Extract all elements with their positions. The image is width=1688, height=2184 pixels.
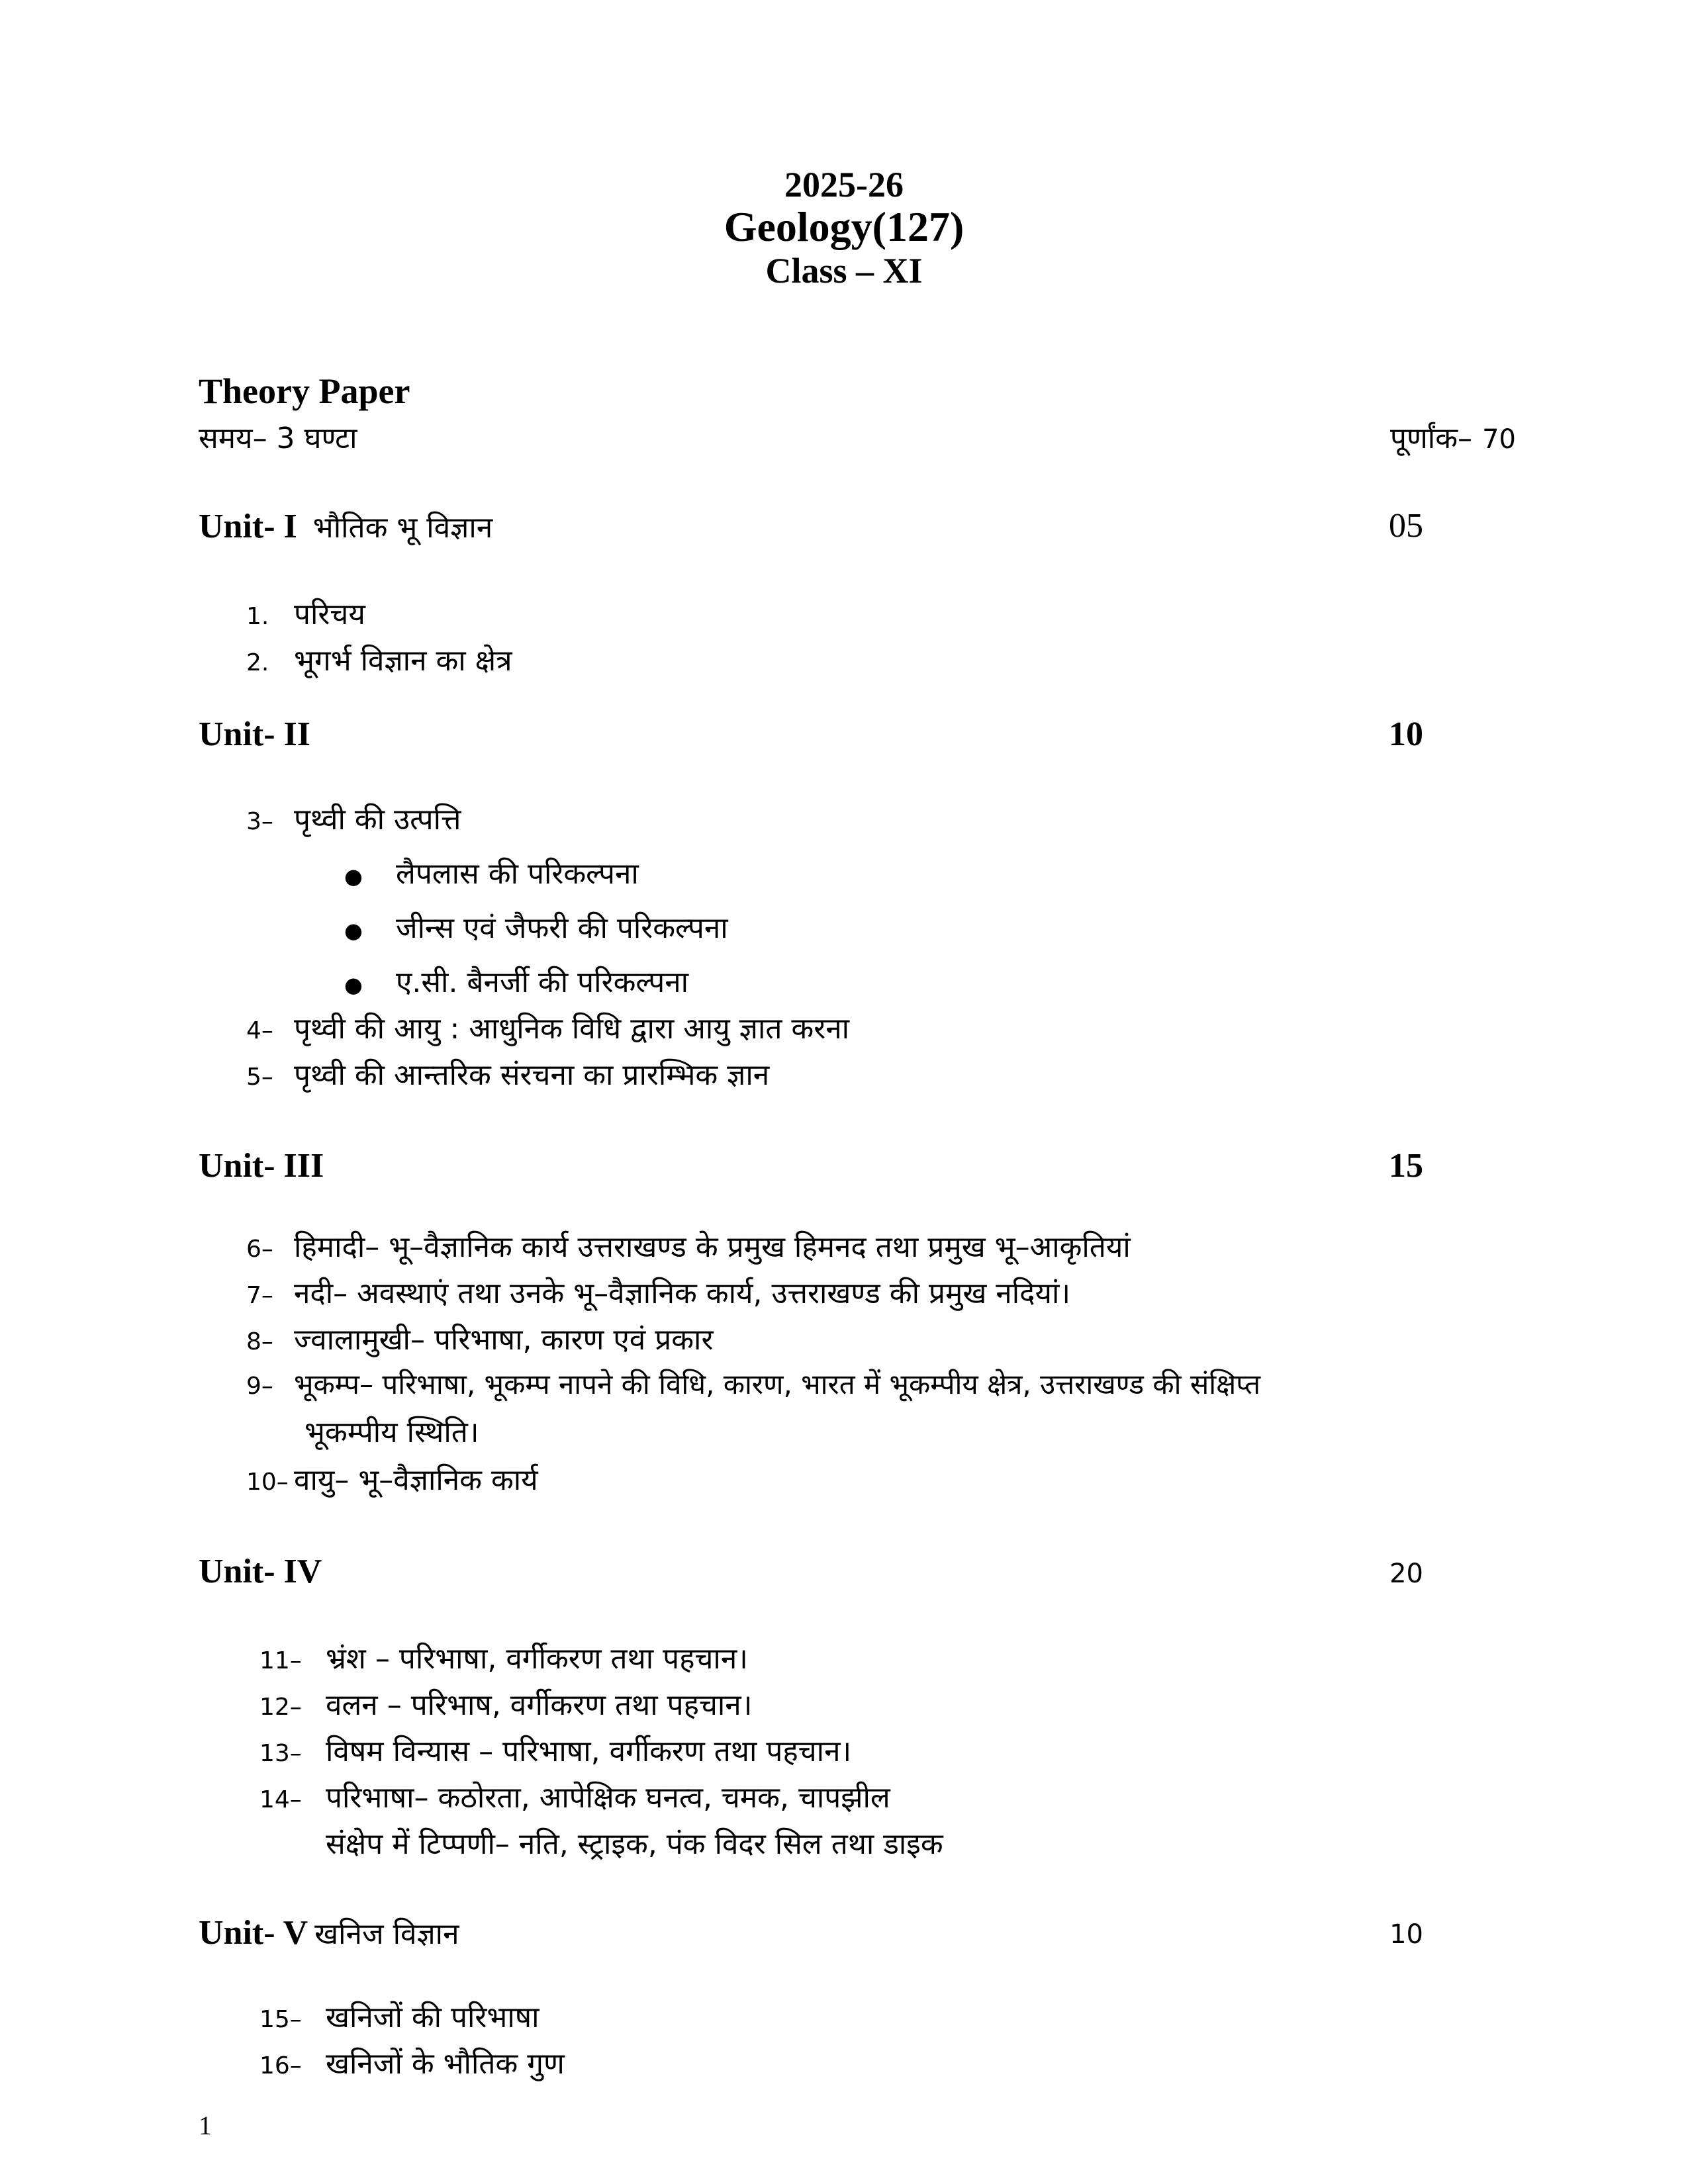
list-item bbox=[259, 1776, 890, 1816]
unit-title: Unit- V bbox=[199, 1914, 308, 1952]
item-text: खनिजों की परिभाषा bbox=[326, 2001, 539, 2034]
paper-title: Theory Paper bbox=[199, 371, 410, 411]
unit-heading bbox=[199, 715, 310, 754]
unit-marks: 15 bbox=[1389, 1147, 1423, 1185]
bullet-text: ए.सी. बैनर्जी की परिकल्पना bbox=[396, 966, 689, 999]
item-text: भ्रंश – परिभाषा, वर्गीकरण तथा पहचान। bbox=[326, 1642, 748, 1676]
item-number: 12– bbox=[259, 1694, 302, 1721]
list-item bbox=[246, 1226, 1131, 1265]
bullet-icon: ● bbox=[344, 918, 363, 943]
item-number: 6– bbox=[246, 1236, 273, 1263]
bullet-icon: ● bbox=[344, 864, 363, 889]
item-number: 15– bbox=[259, 2006, 302, 2033]
item-number: 11– bbox=[259, 1647, 302, 1674]
item-text: ज्वालामुखी– परिभाषा, कारण एवं प्रकार bbox=[294, 1323, 714, 1357]
item-text: पृथ्वी की आयु : आधुनिक विधि द्वारा आयु ज्ञात करना bbox=[294, 1012, 850, 1046]
item-number: 3– bbox=[246, 808, 273, 835]
unit-subtitle: खनिज विज्ञान bbox=[314, 1917, 459, 1951]
unit-heading bbox=[199, 1913, 459, 1952]
unit-heading bbox=[199, 506, 492, 546]
bullet-text: लैपलास की परिकल्पना bbox=[396, 857, 639, 891]
item-text: भूगर्भ विज्ञान का क्षेत्र bbox=[294, 644, 512, 678]
item-number: 10– bbox=[246, 1469, 289, 1496]
unit-heading bbox=[199, 1146, 324, 1185]
bullet-item bbox=[344, 852, 639, 892]
class-label: Class – XI bbox=[765, 251, 923, 291]
list-item bbox=[259, 1996, 539, 2036]
list-item bbox=[259, 1684, 752, 1723]
item-number: 16– bbox=[259, 2052, 302, 2079]
bullet-text: जीन्स एवं जैफरी की परिकल्पना bbox=[396, 911, 728, 945]
unit-title: Unit- I bbox=[199, 508, 297, 545]
unit-title: Unit- III bbox=[199, 1147, 324, 1185]
unit-subtitle: भौतिक भू विज्ञान bbox=[312, 511, 493, 545]
max-marks-label: पूर्णांक– bbox=[1390, 422, 1472, 455]
list-item bbox=[246, 593, 365, 633]
max-marks bbox=[1390, 417, 1516, 457]
item-text: परिभाषा– कठोरता, आपेक्षिक घनत्व, चमक, चापझील bbox=[326, 1781, 890, 1815]
list-item bbox=[259, 1637, 748, 1677]
item-text: विषम विन्यास – परिभाषा, वर्गीकरण तथा पहचान। bbox=[326, 1735, 852, 1768]
item-text-continued: भूकम्पीय स्थिति। bbox=[305, 1416, 479, 1449]
item-number: 13– bbox=[259, 1740, 302, 1767]
unit-title: Unit- IV bbox=[199, 1553, 322, 1590]
list-item bbox=[246, 798, 461, 838]
item-text: भूकम्प– परिभाषा, भूकम्प नापने की विधि, कारण, भारत में भूकम्पीय क्षेत्र, उत्तराखण्ड की संक्षिप्त bbox=[294, 1368, 1261, 1400]
unit-marks: 20 bbox=[1389, 1559, 1423, 1589]
item-number: 1. bbox=[246, 603, 269, 630]
item-number: 2. bbox=[246, 649, 269, 676]
item-text: खनिजों के भौतिक गुण bbox=[326, 2047, 565, 2081]
list-item bbox=[246, 1054, 769, 1093]
unit-marks: 10 bbox=[1389, 1919, 1423, 1950]
subject-title: Geology(127) bbox=[724, 203, 964, 250]
time-label: समय– 3 घण्टा bbox=[199, 422, 357, 455]
item-text: पृथ्वी की उत्पत्ति bbox=[294, 803, 461, 837]
list-item bbox=[246, 1318, 713, 1358]
list-item bbox=[259, 2042, 565, 2082]
item-number: 4– bbox=[246, 1017, 273, 1044]
year: 2025-26 bbox=[784, 165, 904, 205]
item-number: 9– bbox=[246, 1373, 273, 1400]
item-text: परिचय bbox=[294, 598, 365, 631]
item-number: 7– bbox=[246, 1282, 273, 1309]
item-text: वलन – परिभाष, वर्गीकरण तथा पहचान। bbox=[326, 1688, 753, 1722]
unit-title: Unit- II bbox=[199, 715, 311, 753]
page-number: 1 bbox=[199, 2111, 212, 2140]
unit-marks: 10 bbox=[1389, 715, 1423, 753]
item-text: नदी– अवस्थाएं तथा उनके भू–वैज्ञानिक कार्य, उत्तराखण्ड की प्रमुख नदियां। bbox=[294, 1277, 1071, 1310]
item-text: हिमादी– भू–वैज्ञानिक कार्य उत्तराखण्ड के प्रमुख हिमनद तथा प्रमुख भू–आकृतियां bbox=[294, 1230, 1131, 1264]
item-number: 14– bbox=[259, 1786, 302, 1813]
list-item bbox=[246, 1007, 849, 1047]
unit-heading bbox=[199, 1552, 322, 1591]
item-text: वायु– भू–वैज्ञानिक कार्य bbox=[294, 1463, 538, 1497]
unit-marks: 05 bbox=[1389, 507, 1423, 545]
list-item bbox=[246, 1272, 1070, 1312]
list-item bbox=[259, 1730, 851, 1770]
item-text-continued: संक्षेप में टिप्पणी– नति, स्ट्राइक, पंक विदर सिल तथा डाइक bbox=[326, 1827, 943, 1861]
item-text: पृथ्वी की आन्तरिक संरचना का प्रारम्भिक ज्ञान bbox=[294, 1058, 770, 1092]
bullet-item bbox=[344, 907, 728, 946]
bullet-icon: ● bbox=[344, 972, 363, 997]
list-item bbox=[246, 1365, 1260, 1402]
list-item bbox=[246, 1459, 538, 1498]
bullet-item bbox=[344, 961, 688, 1001]
list-item bbox=[246, 639, 512, 679]
item-number: 8– bbox=[246, 1328, 273, 1355]
max-marks-value: 70 bbox=[1482, 424, 1516, 455]
item-number: 5– bbox=[246, 1064, 273, 1091]
